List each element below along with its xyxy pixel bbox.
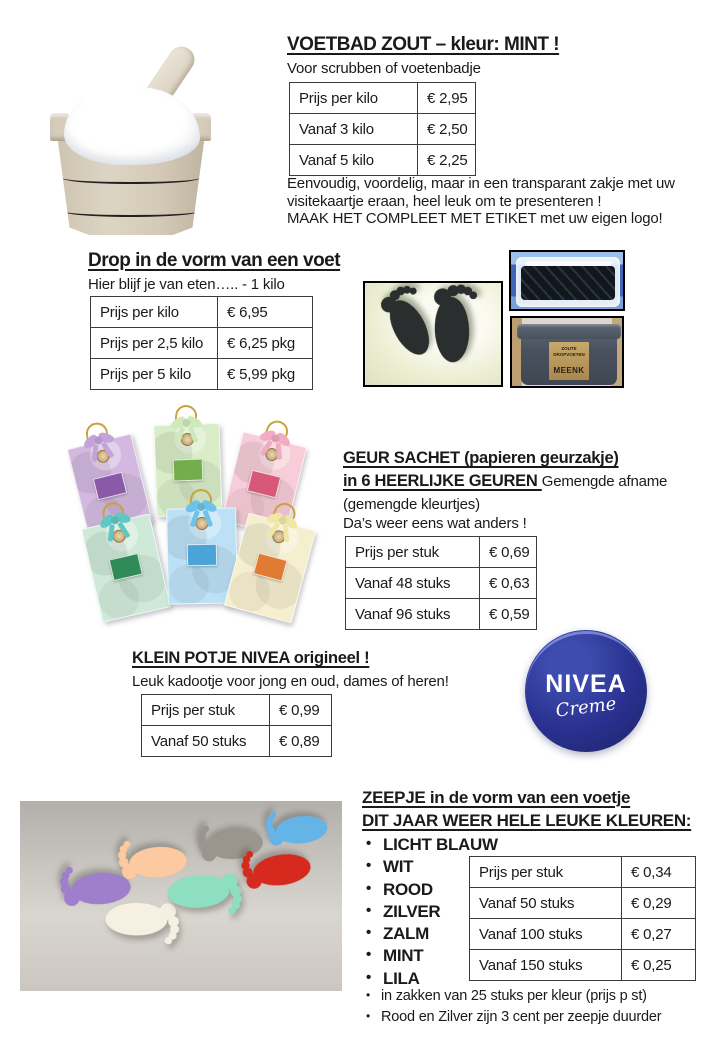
- price-value: € 2,25: [418, 145, 476, 176]
- section-title-geur: GEUR SACHET (papieren geurzakje): [343, 449, 619, 467]
- price-value: € 0,63: [480, 568, 537, 599]
- voetbad-zout-product-photo: [48, 35, 213, 235]
- price-label: Vanaf 50 stuks: [142, 726, 270, 757]
- price-value: € 6,25 pkg: [218, 328, 313, 359]
- table-row: [346, 537, 537, 568]
- soap-foot-mint: [160, 861, 247, 918]
- tub-label-text: DROPVOETEN: [553, 351, 585, 357]
- zeepje-price-table: [469, 856, 696, 981]
- color-bullet-item: • ROOD: [364, 880, 498, 902]
- sachet-label: [187, 544, 217, 567]
- nivea-creme-script: Creme: [554, 693, 618, 722]
- price-label: Vanaf 96 stuks: [346, 599, 480, 630]
- price-label: Prijs per kilo: [91, 297, 218, 328]
- sachet-mint: [81, 513, 171, 622]
- plastic-bag: [516, 257, 620, 307]
- price-value: € 0,29: [622, 888, 696, 919]
- price-label: Prijs per 2,5 kilo: [91, 328, 218, 359]
- section-title-zeepje: ZEEPJE in de vorm van een voetje: [362, 788, 631, 807]
- table-row: [346, 599, 537, 630]
- bucket-band: [62, 205, 200, 217]
- sachet-label: [173, 458, 204, 481]
- geur-sachet-photo: [63, 412, 325, 640]
- section-title-nivea: KLEIN POTJE NIVEA origineel !: [132, 649, 370, 667]
- licorice-foot: [418, 281, 481, 371]
- color-bullet-item: • LILA: [364, 969, 498, 991]
- tub-label-brand: MEENK: [553, 366, 585, 375]
- table-row: [91, 328, 313, 359]
- price-label: Prijs per stuk: [346, 537, 480, 568]
- price-value: € 6,95: [218, 297, 313, 328]
- price-value: € 0,99: [270, 695, 332, 726]
- price-value: € 2,95: [418, 83, 476, 114]
- table-row: [290, 83, 476, 114]
- table-row: [91, 297, 313, 328]
- geur-note-anders: Da’s weer eens wat anders !: [343, 515, 527, 532]
- price-label: Prijs per 5 kilo: [91, 359, 218, 390]
- table-row: [470, 919, 696, 950]
- soap-foot-lichtblauw: [263, 809, 334, 855]
- licorice-bag-photo: [509, 250, 625, 311]
- price-value: € 0,59: [480, 599, 537, 630]
- price-value: € 0,27: [622, 919, 696, 950]
- tub-label-text: ZOUTE: [561, 346, 577, 351]
- table-row: [470, 950, 696, 981]
- color-bullet-item: • LICHT BLAUW: [364, 835, 498, 857]
- description-line: MAAK HET COMPLEET MET ETIKET met uw eigen logo!: [287, 210, 663, 227]
- section-title-drop: Drop in de vorm van een voet: [88, 250, 341, 271]
- table-row: [346, 568, 537, 599]
- nivea-price-table: [141, 694, 332, 757]
- color-bullet-item: • WIT: [364, 857, 498, 879]
- nivea-subtitle: Leuk kadootje voor jong en oud, dames of heren!: [132, 673, 449, 690]
- bucket-band: [62, 172, 200, 184]
- price-label: Vanaf 150 stuks: [470, 950, 622, 981]
- table-row: [142, 695, 332, 726]
- geur-price-table: [345, 536, 537, 630]
- drop-subtitle: Hier blijf je van eten….. - 1 kilo: [88, 276, 285, 293]
- soap-feet-photo: [20, 801, 342, 991]
- note-bullet-item: • in zakken van 25 stuks per kleur (prijs p st): [364, 988, 661, 1009]
- color-bullet-item: • ZALM: [364, 924, 498, 946]
- price-value: € 5,99 pkg: [218, 359, 313, 390]
- geur-title-line2-regular: Gemengde afname: [541, 473, 668, 490]
- table-row: [290, 114, 476, 145]
- section-title-voetbad: VOETBAD ZOUT – kleur: MINT !: [287, 34, 560, 55]
- voetbad-subtitle: Voor scrubben of voetenbadje: [287, 60, 481, 77]
- table-row: [470, 888, 696, 919]
- price-label: Vanaf 5 kilo: [290, 145, 418, 176]
- geur-note-kleurtjes: (gemengde kleurtjes): [343, 496, 480, 513]
- price-value: € 0,69: [480, 537, 537, 568]
- note-bullet-item: • Rood en Zilver zijn 3 cent per zeepje duurder: [364, 1009, 661, 1030]
- nivea-tin-photo: [525, 630, 647, 752]
- zeepje-title-line2: DIT JAAR WEER HELE LEUKE KLEUREN:: [362, 811, 692, 830]
- tub-lid: [517, 324, 621, 339]
- price-value: € 2,50: [418, 114, 476, 145]
- price-label: Vanaf 50 stuks: [470, 888, 622, 919]
- table-row: [290, 145, 476, 176]
- licorice-pieces: [521, 266, 615, 300]
- licorice-tub-photo: [510, 316, 624, 388]
- color-bullet-item: • MINT: [364, 946, 498, 968]
- soap-foot-rood: [239, 848, 317, 897]
- price-label: Vanaf 3 kilo: [290, 114, 418, 145]
- table-row: [470, 857, 696, 888]
- price-label: Vanaf 100 stuks: [470, 919, 622, 950]
- voetbad-description: [287, 175, 675, 228]
- sachet-cream: [224, 513, 316, 624]
- licorice-feet-photo: [363, 281, 503, 387]
- table-row: [142, 726, 332, 757]
- color-bullet-item: • ZILVER: [364, 902, 498, 924]
- price-label: Prijs per kilo: [290, 83, 418, 114]
- geur-title-line2-underlined: in 6 HEERLIJKE GEUREN: [343, 472, 542, 490]
- description-line: visitekaartje eraan, heel leuk om te presenteren !: [287, 192, 602, 210]
- price-value: € 0,34: [622, 857, 696, 888]
- zeepje-notes: [364, 988, 661, 1030]
- price-value: € 0,25: [622, 950, 696, 981]
- price-label: Vanaf 48 stuks: [346, 568, 480, 599]
- price-label: Prijs per stuk: [142, 695, 270, 726]
- drop-price-table: [90, 296, 313, 390]
- table-row: [91, 359, 313, 390]
- price-value: € 0,89: [270, 726, 332, 757]
- price-label: Prijs per stuk: [470, 857, 622, 888]
- voetbad-price-table: [289, 82, 476, 176]
- description-line: Eenvoudig, voordelig, maar in een transparant zakje met uw: [287, 175, 675, 192]
- nivea-logo: NIVEA: [545, 670, 627, 698]
- tub-label: [549, 342, 589, 380]
- geur-title-line2: [343, 472, 667, 491]
